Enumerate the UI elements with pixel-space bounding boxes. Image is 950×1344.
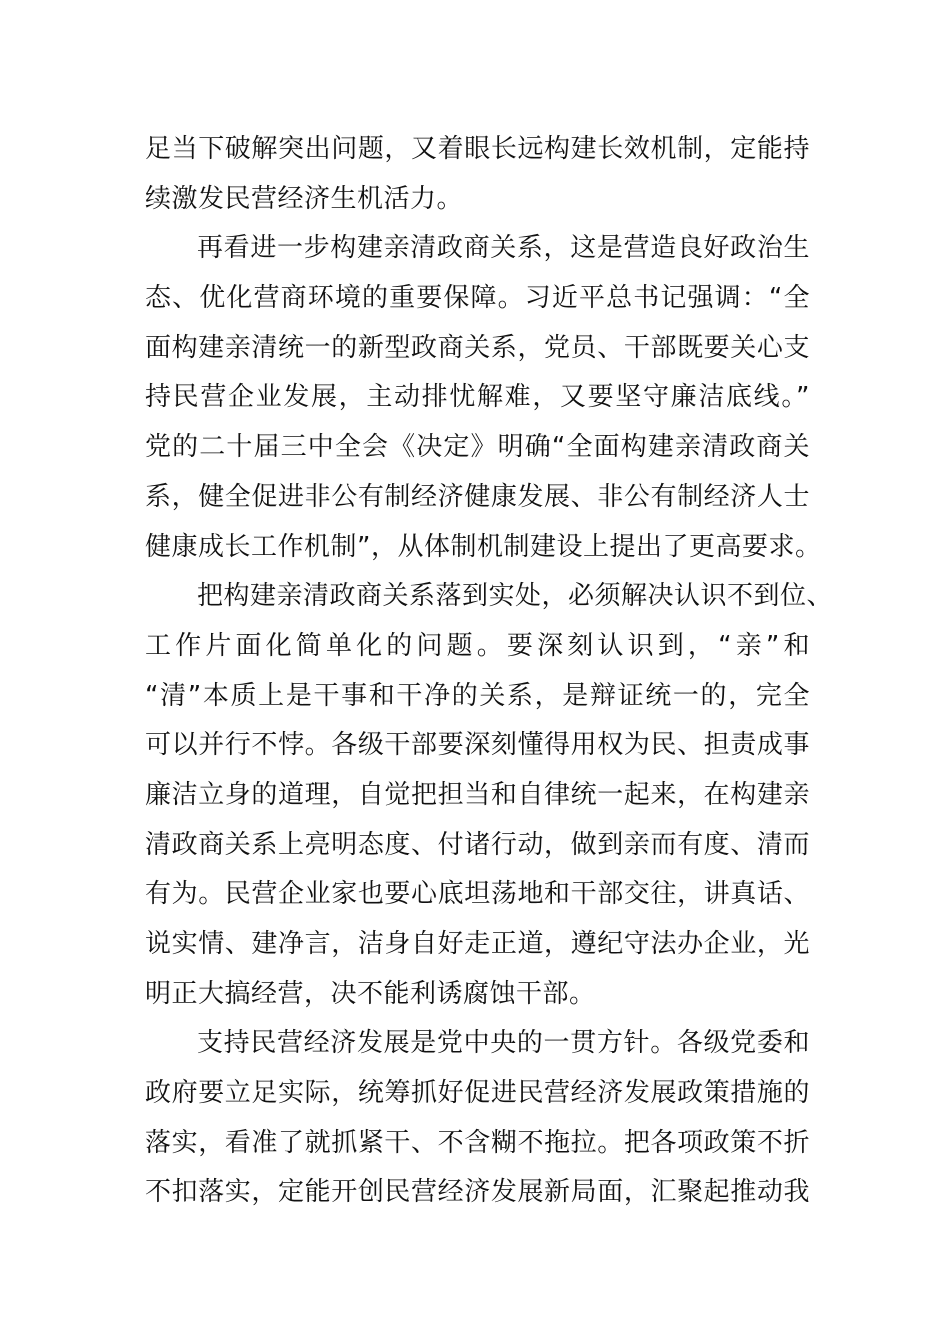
text-line: 续激发民营经济生机活力。 [145, 183, 464, 214]
text-line: 持民营企业发展，主动排忧解难，又要坚守廉洁底线。” [145, 382, 810, 413]
text-line: 落实，看准了就抓紧干、不含糊不拖拉。把各项政策不折 [145, 1127, 810, 1158]
paragraph-first-line: 把构建亲清政商关系落到实处，必须解决认识不到位、 [197, 581, 834, 612]
text-line: “清”本质上是干事和干净的关系，是辩证统一的，完全 [145, 680, 810, 711]
text-line: 清政商关系上亮明态度、付诸行动，做到亲而有度、清而 [145, 829, 810, 860]
text-line: 说实情、建净言，洁身自好走正道，遵纪守法办企业，光 [145, 929, 810, 959]
text-line: 态、优化营商环境的重要保障。习近平总书记强调：“全 [145, 283, 810, 314]
text-line: 可以并行不悖。各级干部要深刻懂得用权为民、担责成事 [145, 730, 810, 761]
text-line: 廉洁立身的道理，自觉把担当和自律统一起来，在构建亲 [145, 779, 810, 810]
paragraph-first-line: 再看进一步构建亲清政商关系，这是营造良好政治生 [197, 233, 810, 264]
text-line: 不扣落实，定能开创民营经济发展新局面，汇聚起推动我 [145, 1177, 810, 1208]
paragraph-first-line: 支持民营经济发展是党中央的一贯方针。各级党委和 [197, 1028, 810, 1059]
text-line: 党的二十届三中全会《决定》明确“全面构建亲清政商关 [145, 432, 810, 463]
text-line: 政府要立足实际，统筹抓好促进民营经济发展政策措施的 [145, 1078, 810, 1109]
text-line: 明正大搞经营，决不能利诱腐蚀干部。 [145, 978, 596, 1009]
body-text [145, 125, 834, 1218]
text-line: 健康成长工作机制”，从体制机制建设上提出了更高要求。 [145, 531, 822, 562]
text-line: 面构建亲清统一的新型政商关系，党员、干部既要关心支 [145, 332, 810, 363]
text-line: 足当下破解突出问题，又着眼长远构建长效机制，定能持 [145, 134, 810, 164]
text-line: 有为。民营企业家也要心底坦荡地和干部交往，讲真话、 [145, 879, 810, 910]
text-line: 系，健全促进非公有制经济健康发展、非公有制经济人士 [145, 481, 810, 512]
text-line: 工作片面化简单化的问题。要深刻认识到，“亲”和 [145, 630, 810, 661]
